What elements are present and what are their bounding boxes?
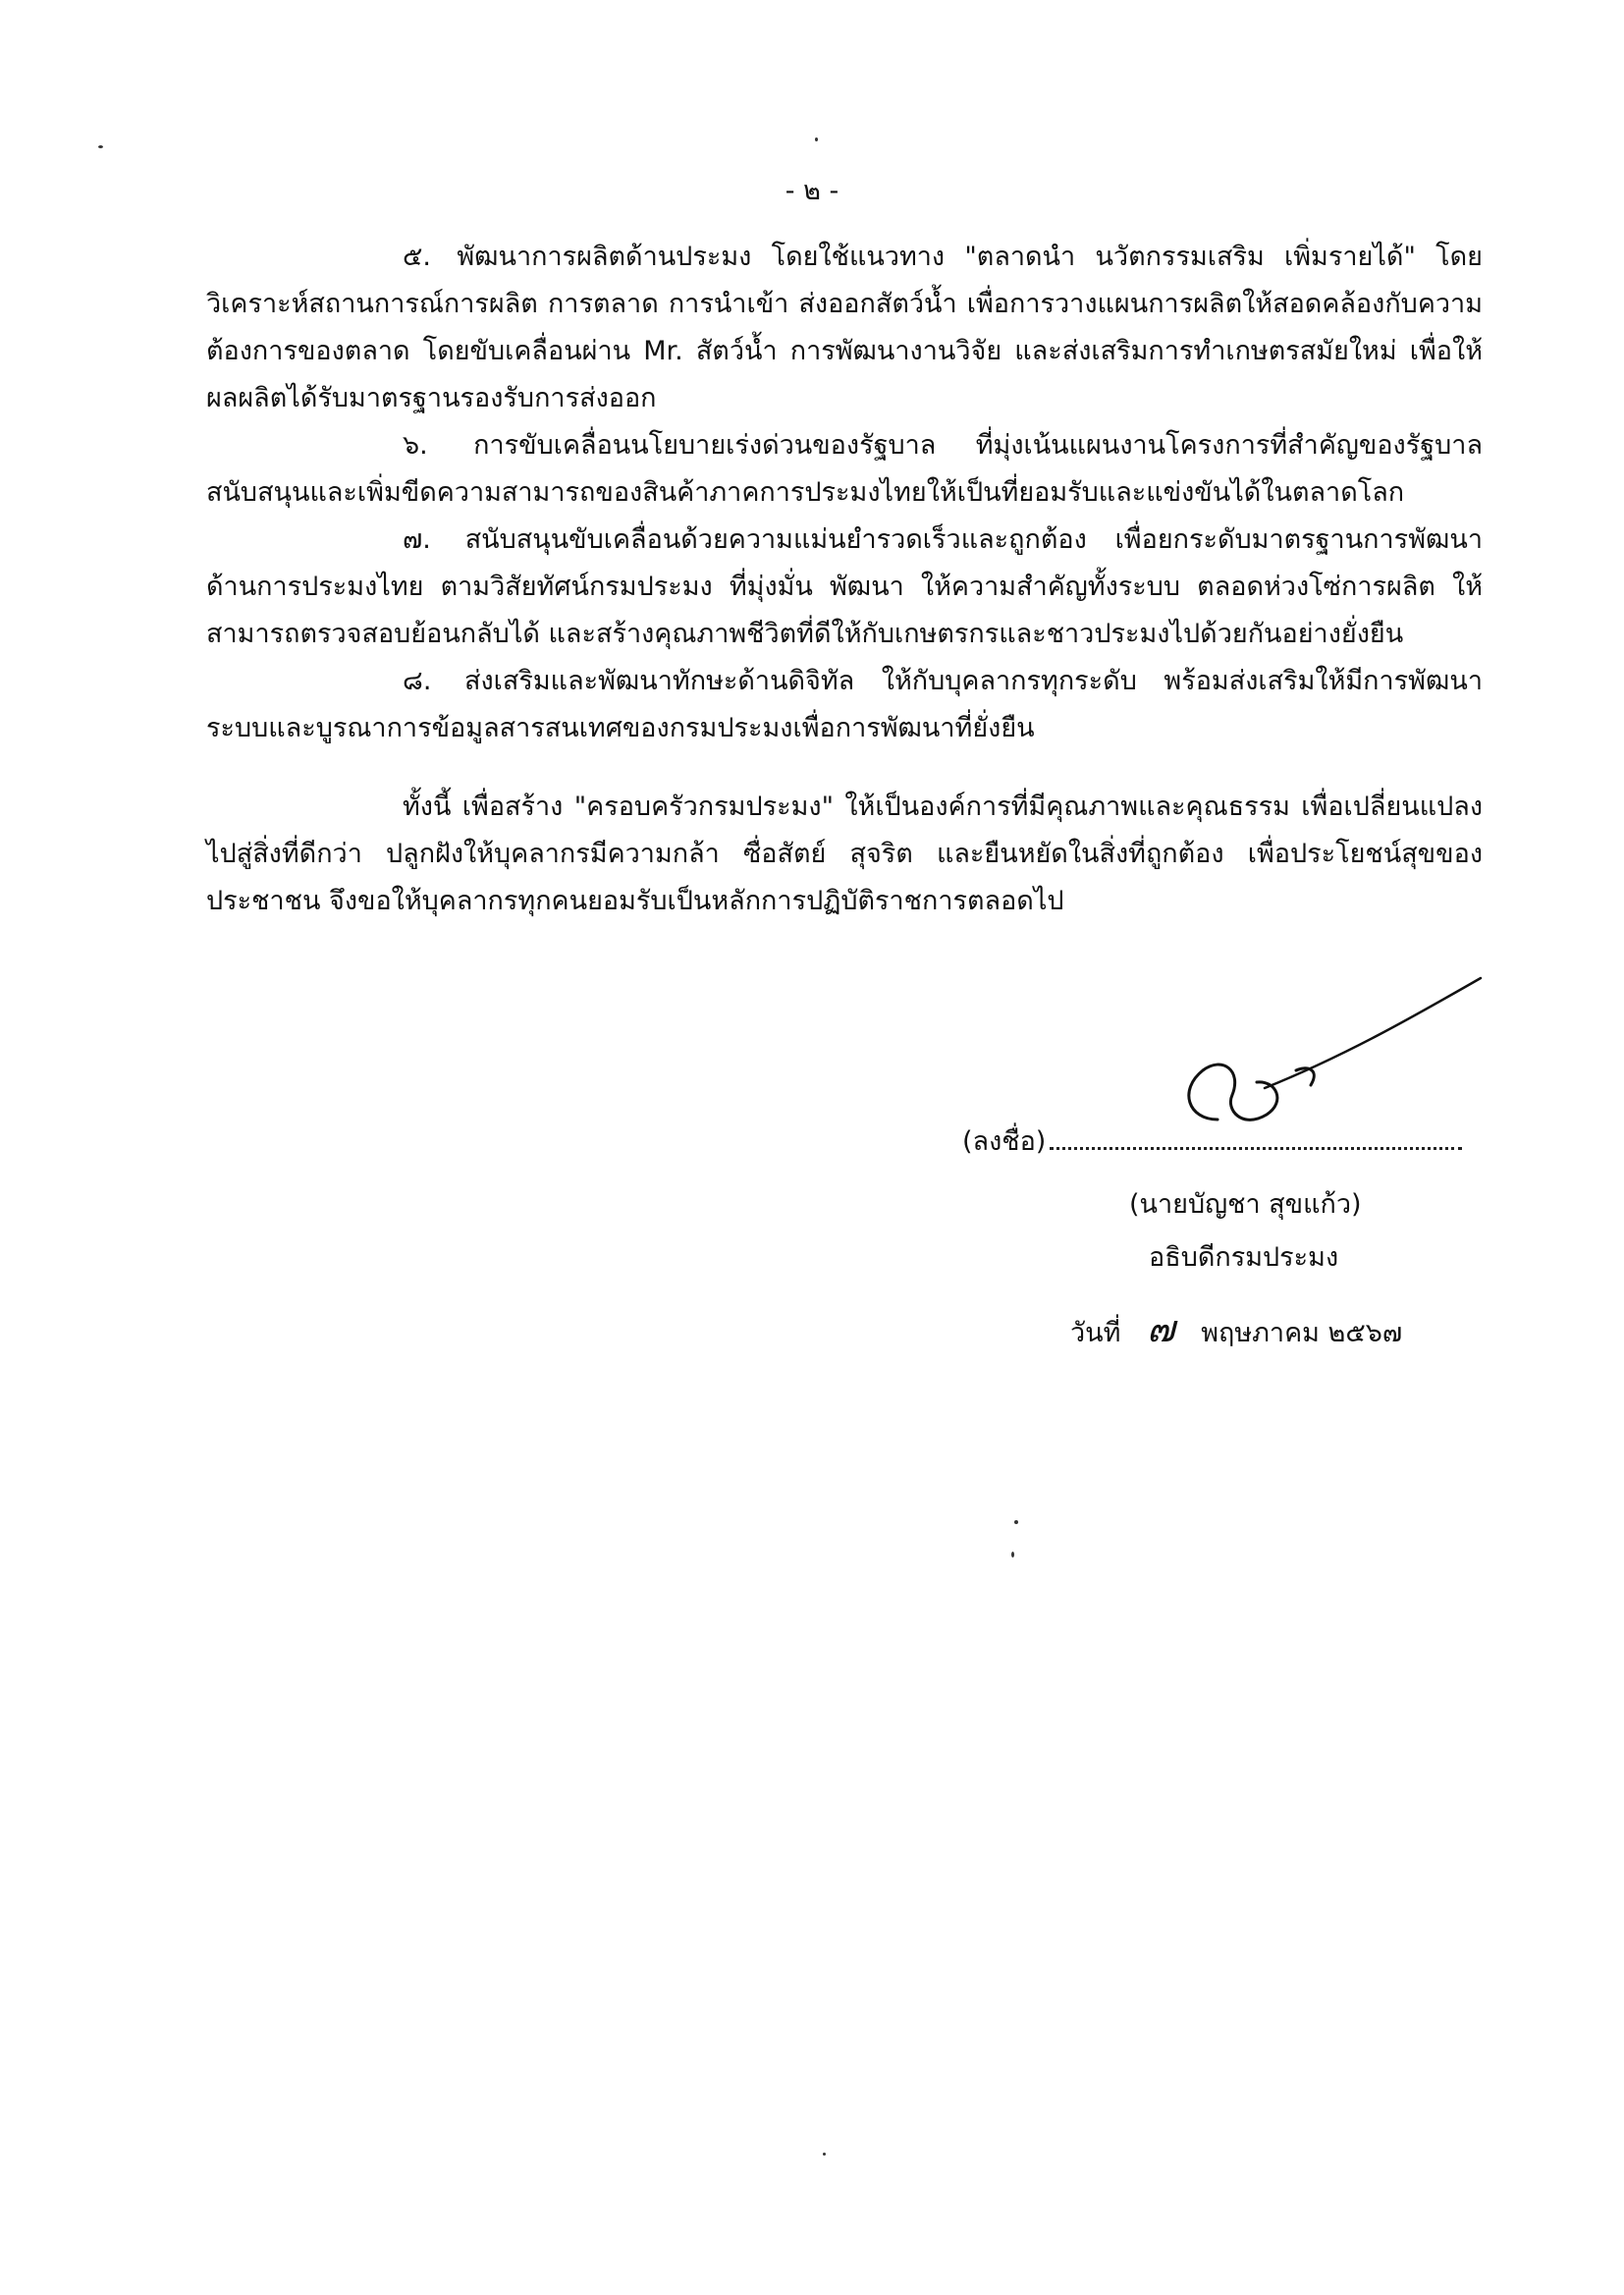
paragraph-number: ๘. (403, 666, 432, 696)
sign-label: (ลงชื่อ) (962, 1126, 1047, 1157)
paragraph-text: ส่งเสริมและพัฒนาทักษะด้านดิจิทัล ให้กับบุคลากรทุกระดับ พร้อมส่งเสริมให้มีการพัฒนาระบบและบูรณาการข้อมูลสารสนเทศของกรมประมงเพื่อการพัฒนาที่ยั่งยืน (206, 666, 1483, 743)
date-line (1070, 1298, 1420, 1358)
paragraph-number: ๖. (403, 430, 428, 461)
date-day: ๗ (1147, 1307, 1175, 1350)
scan-speck (1014, 1520, 1018, 1524)
signature-block (933, 972, 1542, 1350)
paragraph-number: ๕. (403, 242, 432, 272)
paragraph-text: สนับสนุนขับเคลื่อนด้วยความแม่นยำรวดเร็วและถูกต้อง เพื่อยกระดับมาตรฐานการพัฒนาด้านการประมงไทย ตามวิสัยทัศน์กรมประมง ที่มุ่งมั่น พัฒนา ให้ความสำคัญทั้งระบบ ตลอดห่วงโซ่การผลิต ให้สามารถตรวจสอบย้อนกลับได้ และสร้างคุณภาพชีวิตที่ดีให้กับเกษตรกรและชาวประมงไปด้วยกันอย่างยั่งยืน (206, 524, 1483, 649)
paragraph-6 (206, 422, 1483, 517)
document-body (206, 234, 1483, 925)
paragraph-8 (206, 658, 1483, 752)
scan-speck (98, 145, 103, 148)
date-prefix: วันที่ (1070, 1318, 1121, 1348)
date-month-year: พฤษภาคม ๒๕๖๗ (1201, 1318, 1403, 1348)
signer-title: อธิบดีกรมประมง (1149, 1242, 1339, 1273)
sign-line (962, 1120, 1462, 1162)
closing-paragraph: ทั้งนี้ เพื่อสร้าง "ครอบครัวกรมประมง" ให้เป็นองค์การที่มีคุณภาพและคุณธรรม เพื่อเปลี่ยนแปลงไปสู่สิ่งที่ดีกว่า ปลูกฝังให้บุคลากรมีความกล้า ซื่อสัตย์ สุจริต และยืนหยัดในสิ่งที่ถูกต้อง เพื่อประโยชน์สุขของประชาชน จึงขอให้บุคลากรทุกคนยอมรับเป็นหลักการปฏิบัติราชการตลอดไป (206, 792, 1483, 916)
paragraph-text: การขับเคลื่อนนโยบายเร่งด่วนของรัฐบาล ที่มุ่งเน้นแผนงานโครงการที่สำคัญของรัฐบาล สนับสนุนและเพิ่มขีดความสามารถของสินค้าภาคการประมงไทยให้เป็นที่ยอมรับและแข่งขันได้ในตลาดโลก (206, 430, 1483, 508)
paragraph-number: ๗. (403, 524, 431, 555)
signature-dotted-line (1050, 1147, 1462, 1150)
scan-speck (823, 2153, 826, 2156)
scan-speck (815, 137, 818, 141)
paragraph-7 (206, 517, 1483, 658)
paragraph-5 (206, 234, 1483, 422)
page-number: - ๒ - (785, 176, 839, 206)
signer-name: (นายบัญชา สุขแก้ว) (1129, 1189, 1362, 1220)
scan-speck (1011, 1552, 1014, 1557)
paragraph-text: พัฒนาการผลิตด้านประมง โดยใช้แนวทาง "ตลาดนำ นวัตกรรมเสริม เพิ่มรายได้" โดยวิเคราะห์สถานการณ์การผลิต การตลาด การนำเข้า ส่งออกสัตว์น้ำ เพื่อการวางแผนการผลิตให้สอดคล้องกับความต้องการของตลาด โดยขับเคลื่อนผ่าน Mr. สัตว์น้ำ การพัฒนางานวิจัย และส่งเสริมการทำเกษตรสมัยใหม่ เพื่อให้ผลผลิตได้รับมาตรฐานรองรับการส่งออก (206, 242, 1483, 413)
